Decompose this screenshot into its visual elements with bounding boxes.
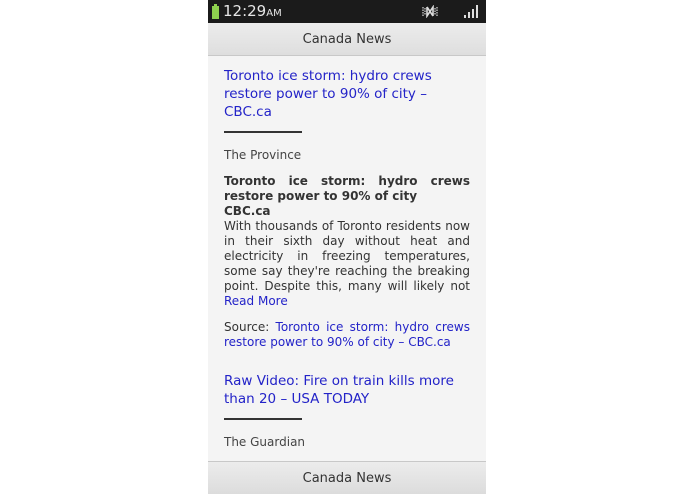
article-item [208, 372, 486, 461]
source-link[interactable]: Toronto ice storm: hydro crews restore power to 90% of city – CBC.ca [224, 320, 470, 349]
summary-title: Toronto ice storm: hydro crews restore power to 90% of city [224, 174, 470, 203]
clock-ampm: AM [266, 8, 282, 19]
article-item [208, 67, 486, 350]
summary-body [224, 219, 470, 309]
article-source [224, 320, 470, 350]
summary-outlet: CBC.ca [224, 204, 271, 218]
mute-vibrate-icon [422, 5, 438, 18]
status-bar [208, 0, 486, 23]
divider [224, 131, 302, 133]
article-headline-link[interactable]: Raw Video: Fire on train kills more than 20 – USA TODAY [224, 373, 454, 407]
article-publisher: The Guardian [224, 435, 306, 449]
action-bar [208, 23, 486, 56]
divider [224, 418, 302, 420]
article-headline-link[interactable]: Toronto ice storm: hydro crews restore power to 90% of city – CBC.ca [224, 68, 432, 120]
clock [223, 2, 282, 23]
source-label: Source: [224, 320, 276, 334]
article-publisher: The Province [224, 148, 302, 162]
signal-icon [464, 5, 478, 18]
clock-time: 12:29 [223, 2, 267, 20]
bottom-bar-title: Canada News [302, 470, 392, 486]
bottom-bar[interactable] [208, 461, 486, 494]
article-summary [224, 174, 470, 309]
battery-icon [212, 4, 219, 19]
summary-text: With thousands of Toronto residents now in their sixth day without heat and electricity in freezing temperatures, some say they're reaching the breaking point. Despite this, many will likely not [224, 219, 470, 293]
app-title: Canada News [302, 31, 392, 47]
news-feed[interactable] [208, 56, 486, 461]
phone-screen [208, 0, 486, 494]
read-more-link[interactable]: Read More [224, 294, 288, 308]
